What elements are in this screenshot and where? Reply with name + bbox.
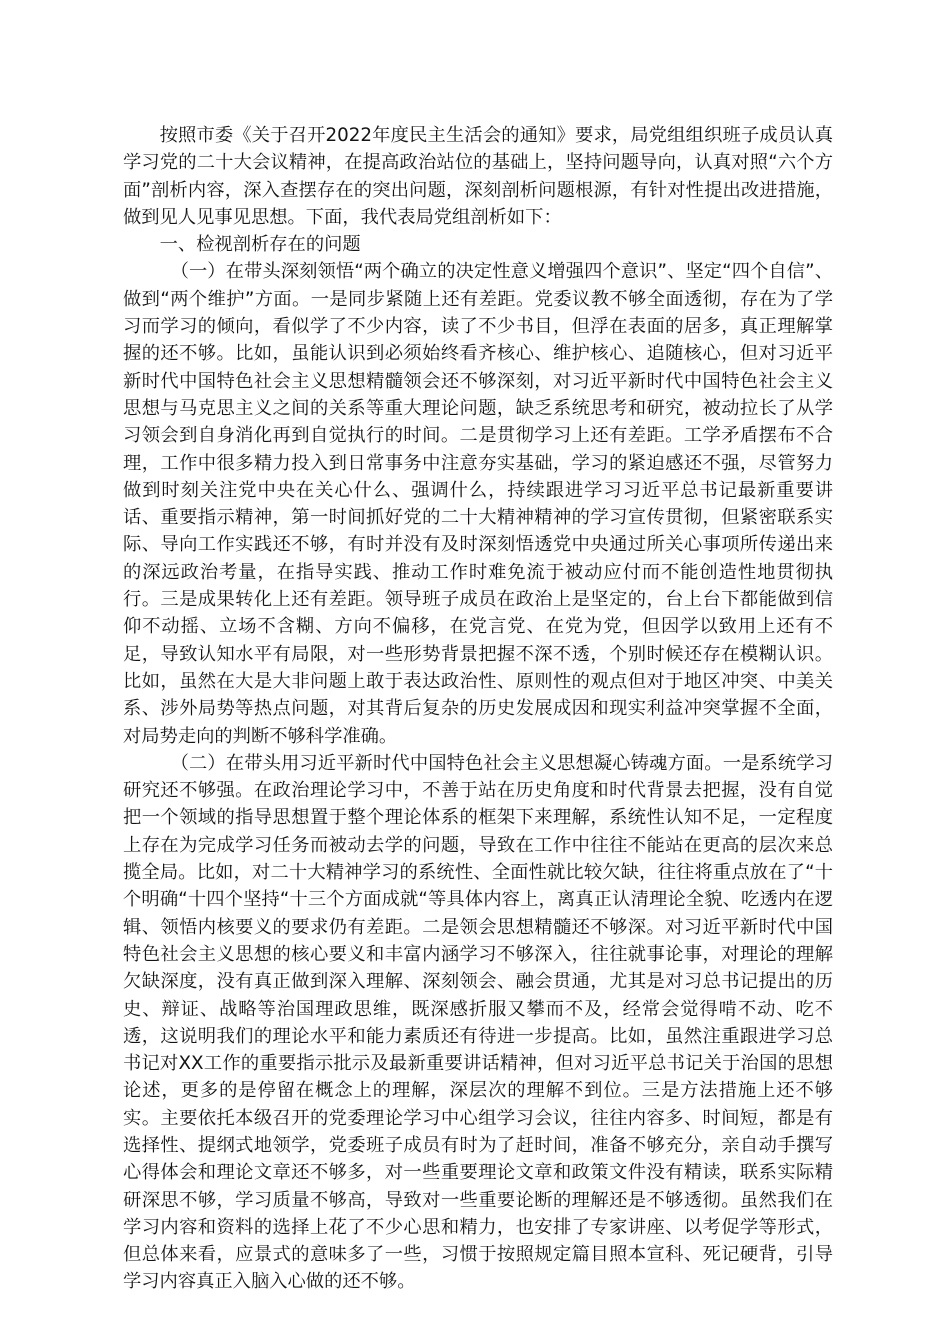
document-body [123,122,833,1296]
section-heading: 一、检视剖析存在的问题 [159,234,361,256]
subsection-paragraph-2: （二）在带头用习近平新时代中国特色社会主义思想凝心铸魂方面。一是系统学习研究还不够强。在政治理论学习中，不善于站在历史角度和时代背景去把握，没有自觉把一个领域的指导思想置于整个理论体系的框架下来理解，系统性认知不足，一定程度上存在为完成学习任务而被动去学的问题，导致在工作中往往不能站在更高的层次来总揽全局。比如，对二十大精神学习的系统性、全面性就比较欠缺，往往将重点放在了“十个明确“十四个坚持“十三个方面成就“等具体内容上，离真正认清理论全貌、吃透内在逻辑、领悟内核要义的要求仍有差距。二是领会思想精髓还不够深。对习近平新时代中国特色社会主义思想的核心要义和丰富内涵学习不够深入，往往就事论事，对理论的理解欠缺深度，没有真正做到深入理解、深刻领会、融会贯通，尤其是对习总书记提出的历史、辩证、战略等治国理政思维，既深感折服又攀而不及，经常会觉得啃不动、吃不透，这说明我们的理论水平和能力素质还有待进一步提高。比如，虽然注重跟进学习总书记对XX工作的重要指示批示及最新重要讲话精神，但对习近平总书记关于治国的思想论述，更多的是停留在概念上的理解，深层次的理解不到位。三是方法措施上还不够实。主要依托本级召开的党委理论学习中心组学习会议，往往内容多、时间短，都是有选择性、提纲式地领学，党委班子成员有时为了赶时间，准备不够充分，亲自动手撰写心得体会和理论文章还不够多，对一些重要理论文章和政策文件没有精读，联系实际精研深思不够，学习质量不够高，导致对一些重要论断的理解还是不够透彻。虽然我们在学习内容和资料的选择上花了不少心思和精力，也安排了专家讲座、以考促学等形式，但总体来看，应景式的意味多了一些，习惯于按照规定篇目照本宣科、死记硬背，引导学习内容真正入脑入心做的还不够。 [123,752,833,1293]
subsection-paragraph-1: （一）在带头深刻领悟“两个确立的决定性意义增强四个意识”、坚定“四个自信”、做到“两个维护”方面。一是同步紧随上还有差距。党委议教不够全面透彻，存在为了学习而学习的倾向，看似学了不少内容，读了不少书目，但浮在表面的居多，真正理解掌握的还不够。比如，虽能认识到必须始终看齐核心、维护核心、追随核心，但对习近平新时代中国特色社会主义思想精髓领会还不够深刻，对习近平新时代中国特色社会主义思想与马克思主义之间的关系等重大理论问题，缺乏系统思考和研究，被动拉长了从学习领会到自身消化再到自觉执行的时间。二是贯彻学习上还有差距。工学矛盾摆布不合理，工作中很多精力投入到日常事务中注意夯实基础，学习的紧迫感还不强，尽管努力做到时刻关注党中央在关心什么、强调什么，持续跟进学习习近平总书记最新重要讲话、重要指示精神，第一时间抓好党的二十大精神精神的学习宣传贯彻，但紧密联系实际、导向工作实践还不够，有时并没有及时深刻悟透党中央通过所关心事项所传递出来的深远政治考量，在指导实践、推动工作时难免流于被动应付而不能创造性地贯彻执行。三是成果转化上还有差距。领导班子成员在政治上是坚定的，台上台下都能做到信仰不动摇、立场不含糊、方向不偏移，在党言党、在党为党，但因学以致用上还有不足，导致认知水平有局限，对一些形势背景把握不深不透，个别时候还存在模糊认识。比如，虽然在大是大非问题上敢于表达政治性、原则性的观点但对于地区冲突、中美关系、涉外局势等热点问题，对其背后复杂的历史发展成因和现实利益冲突掌握不全面，对局势走向的判断不够科学准确。 [123,261,833,747]
intro-paragraph: 按照市委《关于召开2022年度民主生活会的通知》要求，局党组组织班子成员认真学习党的二十大会议精神，在提高政治站位的基础上，坚持问题导向，认真对照“六个方面”剖析内容，深入查摆存在的突出问题，深刻剖析问题根源，有针对性提出改进措施，做到见人见事见思想。下面，我代表局党组剖析如下： [123,125,833,228]
